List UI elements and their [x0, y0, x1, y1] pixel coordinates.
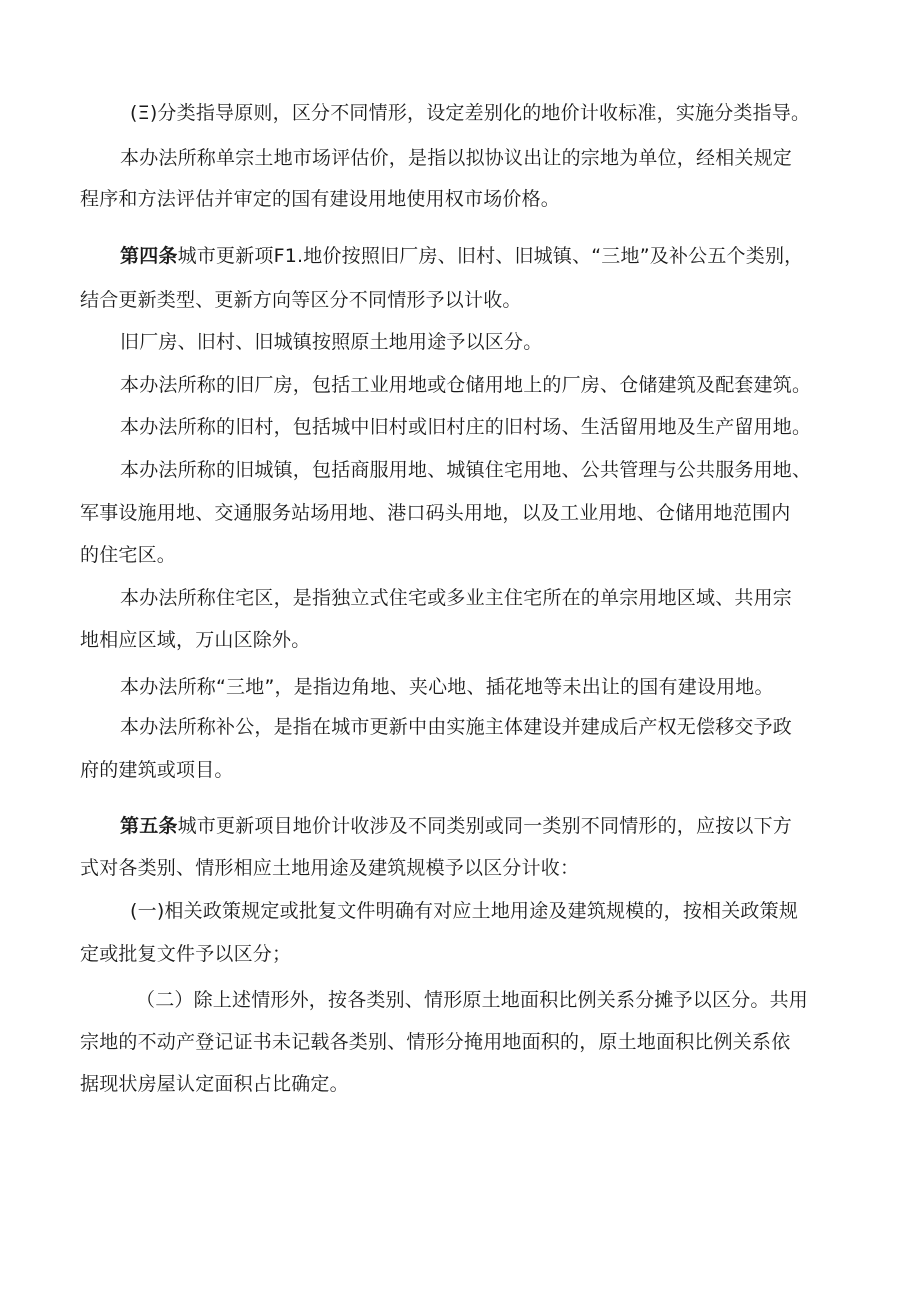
paragraph-line: 地相应区域，万山区除外。	[80, 629, 311, 651]
paragraph-line: 宗地的不动产登记证书未记载各类别、情形分掩用地面积的，原土地面积比例关系依	[80, 1031, 791, 1053]
article-5-line	[120, 814, 840, 838]
paragraph-line: 本办法所称的旧城镇，包括商服用地、城镇住宅用地、公共管理与公共服务用地、	[120, 459, 812, 481]
article-heading: 第四条	[120, 245, 178, 267]
paragraph-line: 据现状房屋认定面积占比确定。	[80, 1073, 349, 1095]
paragraph-line: 本办法所称单宗土地市场评估价，是指以拟协议出让的宗地为单位，经相关规定	[120, 147, 793, 169]
paragraph-line: 本办法所称的旧村，包括城中旧村或旧村庄的旧村场、生活留用地及生产留用地。	[120, 416, 812, 438]
paragraph-line: 旧厂房、旧村、旧城镇按照原土地用途予以区分。	[120, 331, 543, 353]
paragraph-line: 的住宅区。	[80, 544, 177, 566]
paragraph-line: 本办法所称补公，是指在城市更新中由实施主体建设并建成后产权无偿移交予政	[120, 716, 793, 738]
paragraph-line: 定或批复文件予以区分；	[80, 943, 292, 965]
paragraph-line: 程序和方法评估并审定的国有建设用地使用权市场价格。	[80, 188, 561, 210]
paragraph-line: 本办法所称的旧厂房，包括工业用地或仓储用地上的厂房、仓储建筑及配套建筑。	[120, 374, 812, 396]
article-text: 城市更新项F1.地价按照旧厂房、旧村、旧城镇、“三地”及补公五个类别，	[177, 245, 804, 267]
paragraph-line: 军事设施用地、交通服务站场用地、港口码头用地，以及工业用地、仓储用地范围内	[80, 502, 791, 524]
paragraph-line: (Ξ)分类指导原则，区分不同情形，设定差别化的地价计收标准，实施分类指导。	[130, 102, 811, 124]
paragraph-line: （二）除上述情形外，按各类别、情形原土地面积比例关系分摊予以区分。共用	[136, 989, 809, 1011]
paragraph-line: (一)相关政策规定或批复文件明确有对应土地用途及建筑规模的，按相关政策规	[130, 900, 799, 922]
paragraph-line: 本办法所称“三地”，是指边角地、夹心地、插花地等未出让的国有建设用地。	[120, 676, 774, 698]
article-text: 城市更新项目地价计收涉及不同类别或同一类别不同情形的，应按以下方	[177, 815, 793, 837]
paragraph-line: 结合更新类型、更新方向等区分不同情形予以计收。	[80, 289, 522, 311]
paragraph-line: 本办法所称住宅区，是指独立式住宅或多业主住宅所在的单宗用地区域、共用宗	[120, 587, 793, 609]
paragraph-line: 式对各类别、情形相应土地用途及建筑规模予以区分计收：	[80, 857, 580, 879]
article-heading: 第五条	[120, 815, 178, 837]
article-4-line	[120, 244, 840, 268]
paragraph-line: 府的建筑或项目。	[80, 759, 234, 781]
